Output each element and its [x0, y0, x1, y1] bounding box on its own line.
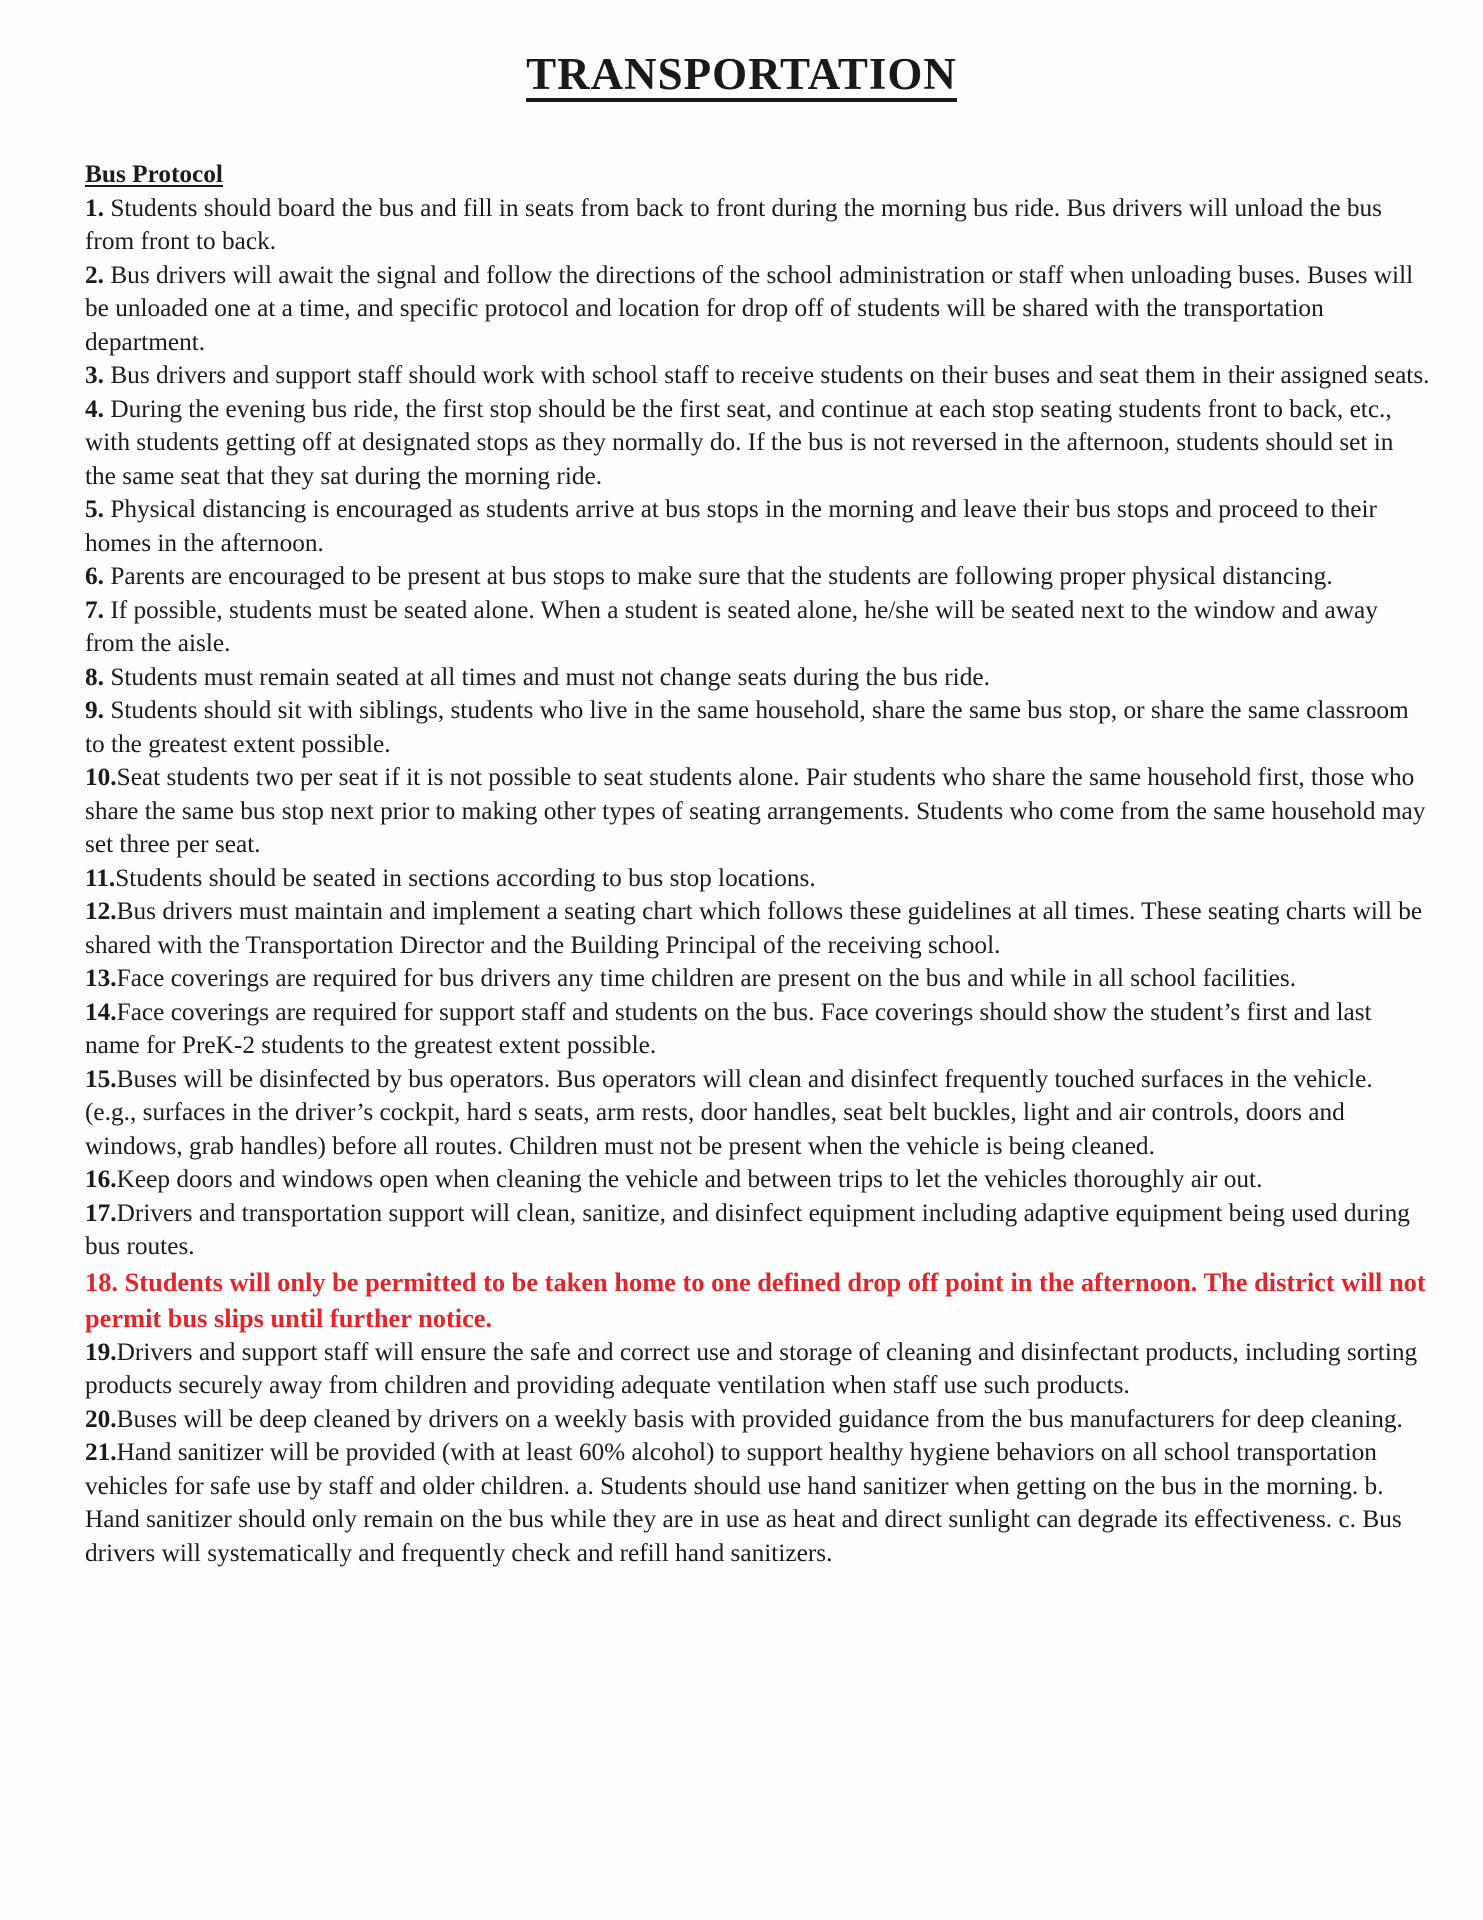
- protocol-item-number: 10.: [85, 763, 117, 791]
- protocol-item-text: Buses will be disinfected by bus operators. Bus operators will clean and disinfect frequently touched surfaces in the vehicle. (e.g., surfaces in the driver’s cockpit, hard s seats, arm rests, door handles, seat belt buckles, light and air controls, doors and windows, grab handles) before all routes. Children must not be present when the vehicle is being cleaned.: [85, 1064, 1373, 1160]
- protocol-item-number: 3.: [85, 361, 104, 389]
- protocol-item-text: Drivers and transportation support will clean, sanitize, and disinfect equipment including adaptive equipment being used during bus routes.: [85, 1198, 1410, 1260]
- protocol-item-number: 8.: [85, 662, 104, 691]
- protocol-item-number: 14.: [85, 997, 117, 1026]
- protocol-item-text: Students should be seated in sections according to bus stop locations.: [115, 863, 816, 892]
- protocol-item-text: Buses will be deep cleaned by drivers on a weekly basis with provided guidance from the bus manufacturers for deep cleaning.: [116, 1404, 1403, 1433]
- protocol-item-text: If possible, students must be seated alone. When a student is seated alone, he/she will be seated next to the window and away from the aisle.: [85, 595, 1378, 657]
- protocol-item-number: 5.: [85, 495, 104, 523]
- protocol-item: [85, 1336, 1430, 1403]
- protocol-item-number: 19.: [85, 1337, 117, 1366]
- protocol-item-text: Face coverings are required for support staff and students on the bus. Face coverings should show the student’s first and last name for PreK-2 students to the greatest extent possible.: [85, 997, 1372, 1059]
- protocol-item-number: 7.: [85, 595, 104, 624]
- protocol-item-number: 13.: [85, 964, 117, 992]
- protocol-item: [85, 661, 1430, 695]
- protocol-item: [85, 1403, 1430, 1437]
- protocol-item: [85, 996, 1430, 1063]
- protocol-item-number: 12.: [85, 897, 117, 925]
- page-title: [0, 48, 1483, 102]
- protocol-item: [85, 493, 1430, 560]
- protocol-item: [85, 359, 1430, 393]
- protocol-item-text: Students must remain seated at all times and must not change seats during the bus ride.: [110, 662, 990, 691]
- protocol-item: [85, 192, 1430, 259]
- protocol-item: [85, 962, 1430, 996]
- protocol-item-text: Keep doors and windows open when cleaning the vehicle and between trips to let the vehicles thoroughly air out.: [116, 1165, 1263, 1193]
- protocol-item: [85, 1063, 1430, 1164]
- protocol-item: [85, 259, 1430, 360]
- protocol-item-number: 2.: [85, 260, 104, 289]
- protocol-item-number: 16.: [85, 1165, 117, 1193]
- protocol-item-number: 20.: [85, 1404, 117, 1433]
- protocol-item-number: 6.: [85, 562, 104, 590]
- protocol-item-number: 11.: [85, 863, 116, 892]
- protocol-item-number: 1.: [85, 193, 104, 222]
- protocol-item-text: Students will only be permitted to be taken home to one defined drop off point in the afternoon. The district will not permit bus slips until further notice.: [85, 1266, 1426, 1333]
- protocol-item-text: Parents are encouraged to be present at bus stops to make sure that the students are following proper physical distancing.: [110, 562, 1333, 590]
- protocol-list: [85, 192, 1430, 1571]
- protocol-item: [85, 1264, 1430, 1336]
- protocol-item: [85, 1163, 1430, 1197]
- protocol-item-number: 4.: [85, 394, 104, 423]
- protocol-item: [85, 1436, 1430, 1570]
- protocol-item: [85, 1197, 1430, 1264]
- page-title-text: TRANSPORTATION: [526, 50, 957, 102]
- protocol-item-text: Bus drivers must maintain and implement a seating chart which follows these guidelines at all times. These seating charts will be shared with the Transportation Director and the Building Principal of the receiving school.: [85, 897, 1423, 959]
- protocol-item-text: Bus drivers and support staff should work with school staff to receive students on their buses and seat them in their assigned seats.: [110, 361, 1430, 389]
- protocol-item-number: 17.: [85, 1198, 117, 1227]
- protocol-item-number: 21.: [85, 1438, 117, 1466]
- protocol-item: [85, 594, 1430, 661]
- protocol-item-text: Drivers and support staff will ensure the safe and correct use and storage of cleaning and disinfectant products, including sorting products securely away from children and providing adequate ventilation when staff use such products.: [85, 1337, 1418, 1399]
- section-heading: Bus Protocol: [85, 160, 223, 188]
- protocol-item-text: Seat students two per seat if it is not possible to seat students alone. Pair students who share the same household first, those who share the same bus stop next prior to making other types of seating arrangements. Students who come from the same household may set three per seat.: [85, 763, 1426, 858]
- protocol-item-text: Bus drivers will await the signal and follow the directions of the school administration or staff when unloading buses. Buses will be unloaded one at a time, and specific protocol and location for drop off of students will be shared with the transportation department.: [85, 260, 1414, 356]
- protocol-item-text: Students should board the bus and fill in seats from back to front during the morning bus ride. Bus drivers will unload the bus from front to back.: [85, 193, 1383, 255]
- protocol-item: [85, 761, 1430, 862]
- protocol-item: [85, 560, 1430, 594]
- document-body: [85, 158, 1430, 1570]
- protocol-item-text: Students should sit with siblings, students who live in the same household, share the same bus stop, or share the same classroom to the greatest extent possible.: [85, 696, 1409, 758]
- protocol-item-number: 18.: [85, 1266, 118, 1297]
- protocol-item-text: Face coverings are required for bus drivers any time children are present on the bus and while in all school facilities.: [116, 964, 1297, 992]
- protocol-item-text: Hand sanitizer will be provided (with at least 60% alcohol) to support healthy hygiene behaviors on all school transportation vehicles for safe use by staff and older children. a. Students should use hand sanitizer when getting on the bus in the morning. b. Hand sanitizer should only remain on the bus while they are in use as heat and direct sunlight can degrade its effectiveness. c. Bus drivers will systematically and frequently check and refill hand sanitizers.: [85, 1438, 1402, 1567]
- protocol-item: [85, 862, 1430, 896]
- protocol-item-text: Physical distancing is encouraged as students arrive at bus stops in the morning and leave their bus stops and proceed to their homes in the afternoon.: [85, 495, 1377, 557]
- protocol-item-number: 9.: [85, 696, 104, 724]
- protocol-item: [85, 895, 1430, 962]
- protocol-item-number: 15.: [85, 1064, 117, 1093]
- protocol-item: [85, 393, 1430, 494]
- protocol-item: [85, 694, 1430, 761]
- protocol-item-text: During the evening bus ride, the first stop should be the first seat, and continue at each stop seating students front to back, etc., with students getting off at designated stops as they normally do. If the bus is not reversed in the afternoon, students should set in the same seat that they sat during the morning ride.: [85, 394, 1394, 490]
